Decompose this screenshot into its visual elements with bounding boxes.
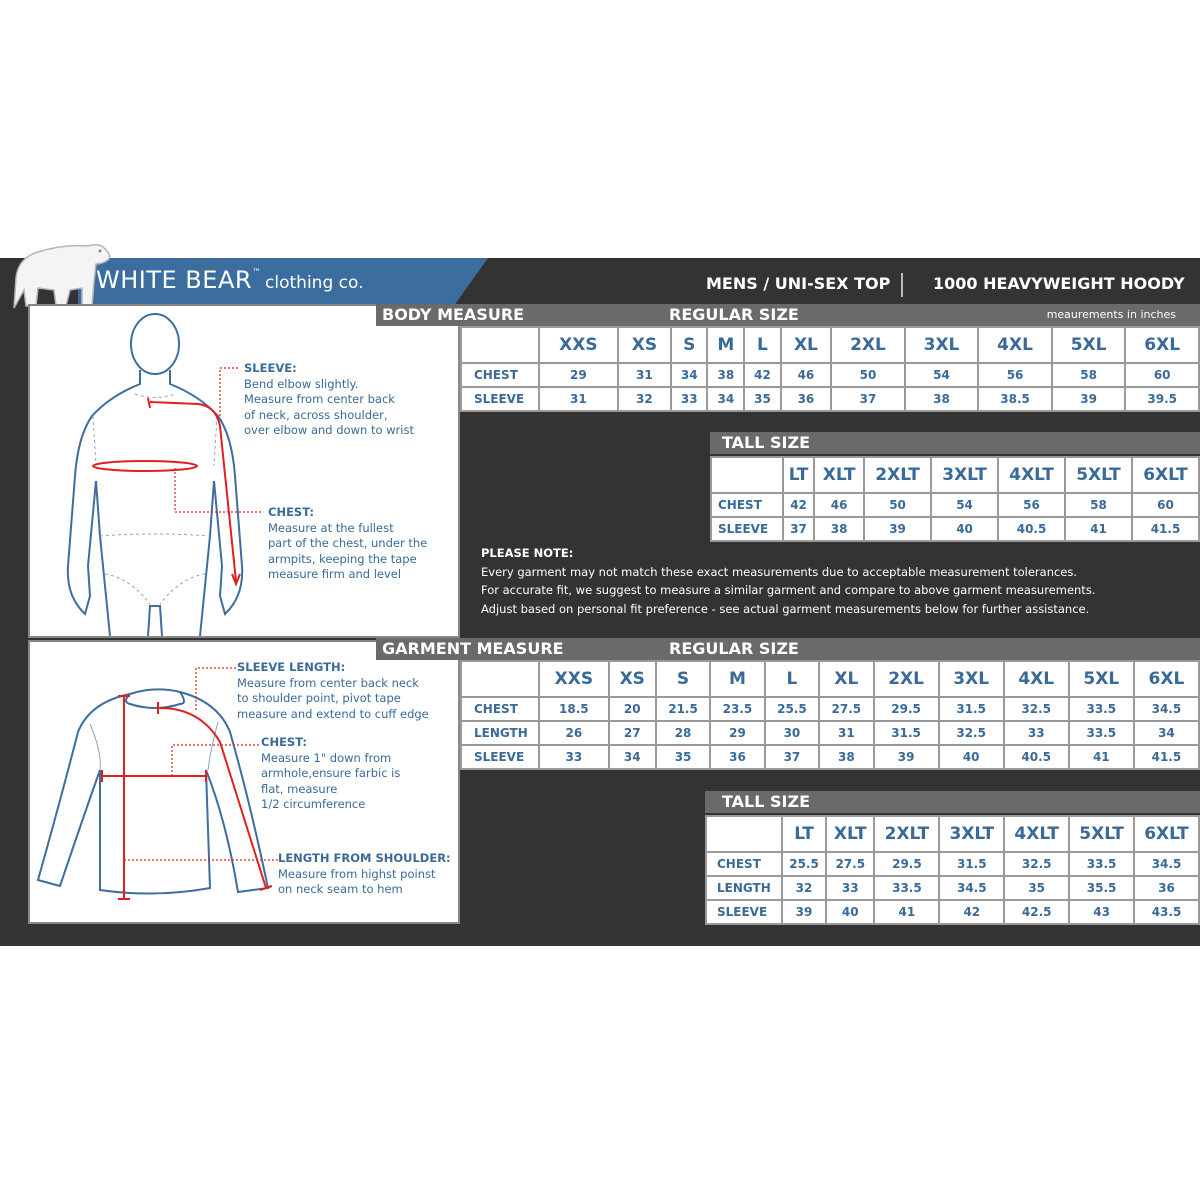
garment-sleeve-annotation: SLEEVE LENGTH: Measure from center back neck to shoulder point, pivot tape measure and extend to cuff edge bbox=[237, 660, 429, 721]
garment-chest-annotation: CHEST: Measure 1" down from armhole,ensure farbic is flat, measure 1/2 circumference bbox=[261, 735, 401, 811]
garment-tall-bar bbox=[705, 791, 1200, 813]
table-row: LENGTH 32 33 33.5 34.5 35 35.5 36 bbox=[706, 876, 1199, 900]
size-header-row: XXS XS S M L XL 2XL 3XL 4XL 5XL 6XL bbox=[461, 327, 1199, 363]
body-measure-bar bbox=[376, 304, 1200, 326]
table-row: SLEEVE 37 38 39 40 40.5 41 41.5 bbox=[711, 517, 1199, 541]
table-row: SLEEVE 31 32 33 34 35 36 37 38 38.5 39 39.5 bbox=[461, 387, 1199, 411]
please-note: PLEASE NOTE: Every garment may not match these exact measurements due to acceptable measurement tolerances. For accurate fit, we suggest to measure a similar garment and compare to above garment measurements. Adjust based on personal fit preference - see actual garment measurements below for further assistance. bbox=[481, 546, 1096, 616]
body-chest-annotation: CHEST: Measure at the fullest part of the chest, under the armpits, keeping the tape measure firm and level bbox=[268, 505, 428, 581]
body-regular-label: REGULAR SIZE bbox=[669, 305, 799, 324]
brand-logo: WHITE BEAR™ clothing co. bbox=[96, 266, 364, 294]
table-row: LENGTH 26 27 28 29 30 31 31.5 32.5 33 33.5 34 bbox=[461, 721, 1199, 745]
garment-regular-label: REGULAR SIZE bbox=[669, 639, 799, 658]
brand-name: WHITE BEAR bbox=[96, 266, 253, 294]
table-row: CHEST 18.5 20 21.5 23.5 25.5 27.5 29.5 31.5 32.5 33.5 34.5 bbox=[461, 697, 1199, 721]
garment-regular-table bbox=[460, 660, 1200, 770]
table-row: CHEST 25.5 27.5 29.5 31.5 32.5 33.5 34.5 bbox=[706, 852, 1199, 876]
body-figure-icon bbox=[30, 306, 458, 636]
body-tall-label: TALL SIZE bbox=[722, 433, 811, 452]
brand-suffix: clothing co. bbox=[265, 273, 364, 293]
table-row: CHEST 42 46 50 54 56 58 60 bbox=[711, 493, 1199, 517]
size-header-row: LT XLT 2XLT 3XLT 4XLT 5XLT 6XLT bbox=[711, 457, 1199, 493]
garment-measure-bar bbox=[376, 638, 1200, 660]
garment-measure-label: GARMENT MEASURE bbox=[382, 639, 564, 658]
table-row: SLEEVE 33 34 35 36 37 38 39 40 40.5 41 41.5 bbox=[461, 745, 1199, 769]
title-divider bbox=[901, 273, 903, 297]
product-title: 1000 HEAVYWEIGHT HOODY bbox=[933, 274, 1185, 293]
size-header-row: XXS XS S M L XL 2XL 3XL 4XL 5XL 6XL bbox=[461, 661, 1199, 697]
garment-tall-table bbox=[705, 815, 1200, 925]
body-sleeve-annotation: SLEEVE: Bend elbow slightly. Measure from center back of neck, across shoulder, over elbow and down to wrist bbox=[244, 361, 414, 437]
body-measure-label: BODY MEASURE bbox=[382, 305, 525, 324]
units-note: meaurements in inches bbox=[1046, 308, 1176, 321]
garment-length-annotation: LENGTH FROM SHOULDER: Measure from highst poinst on neck seam to hem bbox=[278, 851, 451, 896]
category-title: MENS / UNI-SEX TOP bbox=[706, 274, 891, 293]
size-header-row: LT XLT 2XLT 3XLT 4XLT 5XLT 6XLT bbox=[706, 816, 1199, 852]
garment-tall-label: TALL SIZE bbox=[722, 792, 811, 811]
body-tall-table bbox=[710, 456, 1200, 542]
table-row: CHEST 29 31 34 38 42 46 50 54 56 58 60 bbox=[461, 363, 1199, 387]
body-regular-table bbox=[460, 326, 1200, 412]
body-tall-bar bbox=[710, 432, 1200, 454]
table-row: SLEEVE 39 40 41 42 42.5 43 43.5 bbox=[706, 900, 1199, 924]
